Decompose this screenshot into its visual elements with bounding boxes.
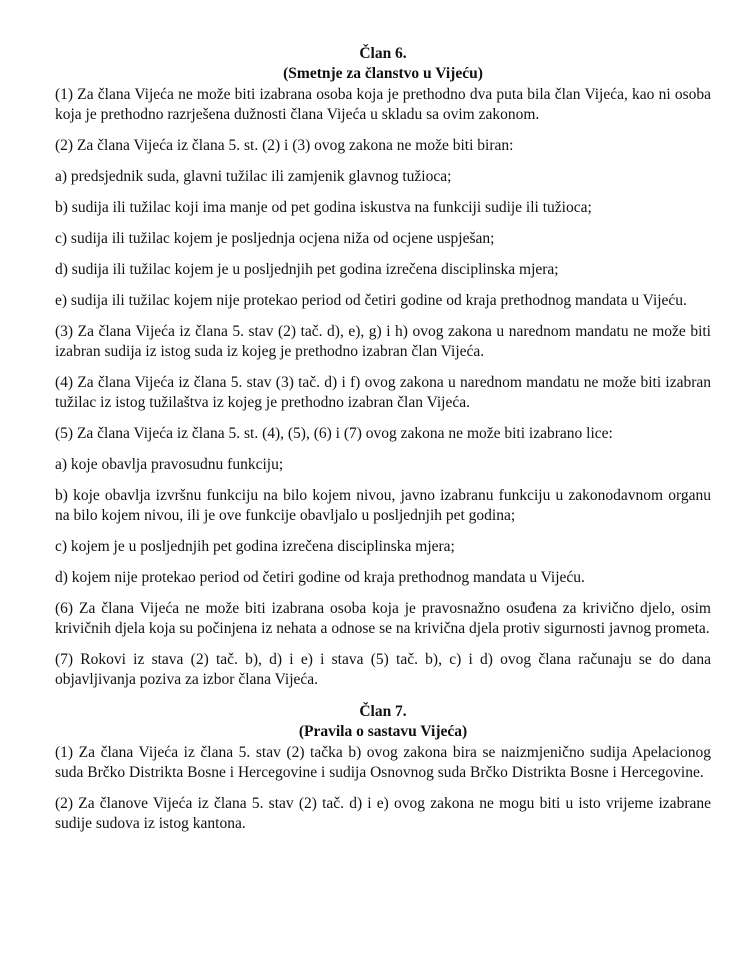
article-6-item-5c: c) kojem je u posljednjih pet godina izrečena disciplinska mjera; xyxy=(55,538,455,555)
article-6-paragraph-2: (2) Za člana Vijeća iz člana 5. st. (2) i (3) ovog zakona ne može biti biran: xyxy=(55,137,514,154)
article-6-paragraph-3: (3) Za člana Vijeća iz člana 5. stav (2) tač. d), e), g) i h) ovog zakona u narednom mandatu ne može biti izabran sudija iz istog suda iz kojeg je prethodno izabran član Vijeća. xyxy=(55,323,711,360)
article-6-paragraph-1: (1) Za člana Vijeća ne može biti izabrana osoba koja je prethodno dva puta bila član Vijeća, kao ni osoba koja je prethodno razrješena dužnosti člana Vijeća u skladu sa ovim zakonom. xyxy=(55,86,711,123)
article-6-paragraph-4: (4) Za člana Vijeća iz člana 5. stav (3) tač. d) i f) ovog zakona u narednom mandatu ne može biti izabran tužilac iz istog tužilaštva iz kojeg je prethodno izabran član Vijeća. xyxy=(55,374,711,411)
article-6-item-2c: c) sudija ili tužilac kojem je posljednja ocjena niža od ocjene uspješan; xyxy=(55,230,495,247)
article-7-title: Član 7. xyxy=(359,703,407,720)
article-6-paragraph-7: (7) Rokovi iz stava (2) tač. b), d) i e) i stava (5) tač. b), c) i d) ovog člana računaju se do dana objavljivanja poziva za izbor člana Vijeća. xyxy=(55,651,711,688)
article-6-item-2b: b) sudija ili tužilac koji ima manje od pet godina iskustva na funkciji sudije ili tužioca; xyxy=(55,199,592,216)
article-6-subtitle: (Smetnje za članstvo u Vijeću) xyxy=(283,65,483,82)
article-6-item-2d: d) sudija ili tužilac kojem je u posljednjih pet godina izrečena disciplinska mjera; xyxy=(55,261,559,278)
article-6-item-2a: a) predsjednik suda, glavni tužilac ili zamjenik glavnog tužioca; xyxy=(55,168,452,185)
article-6-item-2e: e) sudija ili tužilac kojem nije protekao period od četiri godine od kraja prethodnog mandata u Vijeću. xyxy=(55,292,687,309)
article-7-paragraph-2: (2) Za članove Vijeća iz člana 5. stav (2) tač. d) i e) ovog zakona ne mogu biti u isto vrijeme izabrane sudije sudova iz istog kantona. xyxy=(55,795,711,832)
article-6-item-5d: d) kojem nije protekao period od četiri godine od kraja prethodnog mandata u Vijeću. xyxy=(55,569,585,586)
article-7-subtitle: (Pravila o sastavu Vijeća) xyxy=(298,723,468,740)
article-6-paragraph-5: (5) Za člana Vijeća iz člana 5. st. (4), (5), (6) i (7) ovog zakona ne može biti izabrano lice: xyxy=(55,425,613,442)
article-6-paragraph-6: (6) Za člana Vijeća ne može biti izabrana osoba koja je pravosnažno osuđena za krivično djelo, osim krivičnih djela koja su počinjena iz nehata a odnose se na krivična djela protiv sigurnosti javnog prometa. xyxy=(55,600,711,637)
article-7 xyxy=(55,702,711,834)
article-6-title: Član 6. xyxy=(359,45,407,62)
document-page xyxy=(55,44,711,834)
article-6 xyxy=(55,44,711,690)
article-7-paragraph-1: (1) Za člana Vijeća iz člana 5. stav (2) tačka b) ovog zakona bira se naizmjenično sudija Apelacionog suda Brčko Distrikta Bosne i Hercegovine i sudija Osnovnog suda Brčko Distrikta Bosne i Hercegovine. xyxy=(55,744,711,781)
article-6-item-5a: a) koje obavlja pravosudnu funkciju; xyxy=(55,456,284,473)
article-6-item-5b: b) koje obavlja izvršnu funkciju na bilo kojem nivou, javno izabranu funkciju u zakonodavnom organu na bilo kojem nivou, ili je ove funkcije obavljalo u posljednjih pet godina; xyxy=(55,487,711,524)
